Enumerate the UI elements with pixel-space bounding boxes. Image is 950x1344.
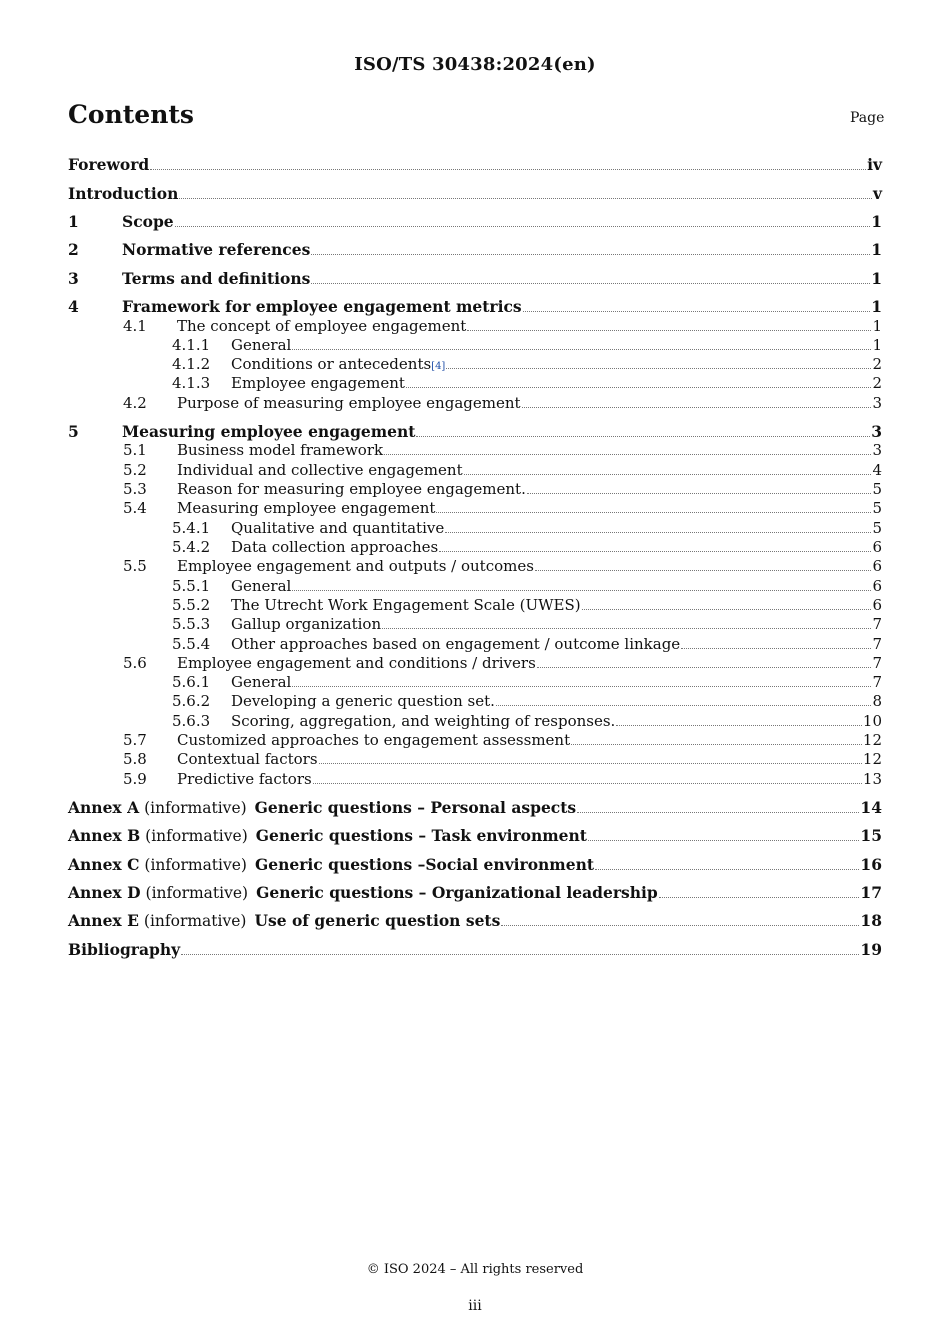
- toc-dot-leader: [313, 780, 862, 784]
- toc-entry-title: Reason for measuring employee engagement.: [177, 480, 526, 498]
- toc-entry-title: Introduction: [68, 184, 179, 203]
- toc-dot-leader: [311, 280, 870, 284]
- toc-dot-leader: [527, 490, 872, 494]
- toc-entry-title: Employee engagement: [231, 374, 405, 392]
- toc-entry-title: Normative references: [122, 240, 311, 259]
- toc-entry[interactable]: [68, 731, 882, 751]
- toc-entry[interactable]: [68, 480, 882, 500]
- toc-entry-title: Customized approaches to engagement assessment: [177, 731, 571, 749]
- toc-annex-label: Annex E: [68, 911, 139, 930]
- toc-entry-title: Gallup organization: [231, 615, 382, 633]
- toc-entry-page: 6: [872, 596, 882, 614]
- toc-entry-title: Purpose of measuring employee engagement: [177, 394, 521, 412]
- toc-entry-title: Individual and collective engagement: [177, 461, 463, 479]
- toc-entry-number: 4: [68, 297, 79, 316]
- toc-entry-page: 17: [860, 883, 882, 902]
- toc-entry-page: 7: [872, 635, 882, 653]
- toc-entry-page: 12: [862, 750, 882, 768]
- toc-dot-leader: [382, 625, 871, 629]
- toc-entry-page: 2: [872, 374, 882, 392]
- toc-entry[interactable]: [68, 712, 882, 732]
- toc-entry[interactable]: [68, 441, 882, 461]
- toc-annex-label: Annex B: [68, 826, 141, 845]
- toc-dot-leader: [464, 471, 872, 475]
- toc-entry[interactable]: [68, 461, 882, 481]
- toc-entry[interactable]: [68, 519, 882, 539]
- toc-entry-title: Bibliography: [68, 940, 181, 959]
- toc-entry-title: Employee engagement and outputs / outcomes: [177, 557, 534, 575]
- toc-entry-number: 5.6.1: [172, 673, 211, 691]
- toc-entry-page: 6: [872, 557, 882, 575]
- toc-entry-title: Scoring, aggregation, and weighting of responses.: [231, 712, 616, 730]
- toc-entry[interactable]: [68, 374, 882, 394]
- toc-entry[interactable]: [68, 240, 882, 260]
- toc-entry-number: 5.5.4: [172, 635, 211, 653]
- toc-entry-number: 4.1.3: [172, 374, 211, 392]
- toc-dot-leader: [311, 251, 870, 255]
- toc-entry[interactable]: [68, 635, 882, 655]
- toc-entry-page: 6: [872, 577, 882, 595]
- toc-entry[interactable]: [68, 297, 882, 317]
- toc-entry-title: Employee engagement and conditions / drivers: [177, 654, 536, 672]
- toc-entry[interactable]: [68, 557, 882, 577]
- toc-entry-title: Business model framework: [177, 441, 384, 459]
- toc-entry-title: Contextual factors: [177, 750, 318, 768]
- toc-entry-title: General: [231, 336, 292, 354]
- toc-entry[interactable]: [68, 394, 882, 414]
- toc-dot-leader: [588, 837, 859, 841]
- toc-dot-leader: [616, 722, 862, 726]
- toc-entry-title: Framework for employee engagement metrics: [122, 297, 522, 316]
- toc-entry-number: 5.5: [123, 557, 147, 575]
- toc-entry-number: 5.4.1: [172, 519, 211, 537]
- toc-entry-title: Generic questions –Social environment: [254, 855, 595, 874]
- citation-ref-link[interactable]: [431, 361, 445, 372]
- toc-entry-page: 2: [872, 355, 882, 373]
- toc-entry-number: 3: [68, 269, 79, 288]
- toc-entry-number: 5.5.3: [172, 615, 211, 633]
- toc-entry-title: Generic questions – Organizational leadership: [256, 883, 658, 902]
- toc-entry-page: 7: [872, 615, 882, 633]
- toc-dot-leader: [175, 223, 871, 227]
- toc-dot-leader: [659, 894, 860, 898]
- toc-entry[interactable]: [68, 855, 882, 875]
- toc-entry-number: 5.5.2: [172, 596, 211, 614]
- document-id-header: ISO/TS 30438:2024(en): [354, 54, 596, 75]
- toc-dot-leader: [446, 365, 871, 369]
- toc-entry-title: Other approaches based on engagement / outcome linkage: [231, 635, 681, 653]
- toc-entry-page: 1: [871, 212, 882, 231]
- toc-dot-leader: [681, 645, 871, 649]
- toc-entry[interactable]: [68, 883, 882, 903]
- toc-dot-leader: [292, 346, 871, 350]
- toc-dot-leader: [535, 567, 872, 571]
- toc-entry-page: 19: [860, 940, 882, 959]
- toc-dot-leader: [595, 866, 859, 870]
- toc-entry[interactable]: [68, 911, 882, 931]
- toc-dot-leader: [537, 664, 872, 668]
- toc-entry[interactable]: [68, 538, 882, 558]
- toc-entry[interactable]: [68, 615, 882, 635]
- toc-dot-leader: [406, 384, 872, 388]
- toc-entry-title: Generic questions – Task environment: [255, 826, 587, 845]
- toc-entry-title: Qualitative and quantitative: [231, 519, 445, 537]
- toc-entry-page: v: [872, 184, 882, 203]
- toc-entry-number: 5.5.1: [172, 577, 211, 595]
- toc-entry-page: 3: [872, 441, 882, 459]
- toc-entry-number: 5: [68, 422, 79, 441]
- toc-entry[interactable]: [68, 750, 882, 770]
- toc-dot-leader: [436, 509, 871, 513]
- citation-ref-text: [4]: [431, 361, 446, 372]
- toc-dot-leader: [292, 683, 871, 687]
- toc-dot-leader: [496, 702, 872, 706]
- toc-entry-title: General: [231, 577, 292, 595]
- toc-entry-page: iv: [867, 155, 882, 174]
- toc-entry[interactable]: [68, 826, 882, 846]
- toc-dot-leader: [577, 809, 859, 813]
- toc-annex-label: Annex D: [68, 883, 141, 902]
- toc-annex-note: (informative): [145, 884, 249, 902]
- toc-dot-leader: [571, 741, 862, 745]
- toc-entry-page: 13: [862, 770, 882, 788]
- toc-entry-number: 5.6: [123, 654, 147, 672]
- toc-entry-page: 6: [872, 538, 882, 556]
- toc-entry-page: 18: [860, 911, 882, 930]
- toc-entry-page: 1: [872, 336, 882, 354]
- toc-entry-page: 1: [871, 297, 882, 316]
- toc-entry-page: 5: [872, 519, 882, 537]
- page-column-label: Page: [850, 110, 885, 126]
- toc-dot-leader: [522, 404, 872, 408]
- toc-entry[interactable]: [68, 155, 882, 175]
- toc-entry[interactable]: [68, 577, 882, 597]
- toc-entry-title: The concept of employee engagement: [177, 317, 467, 335]
- toc-dot-leader: [439, 548, 871, 552]
- toc-annex-label: Annex A: [68, 798, 140, 817]
- toc-dot-leader: [384, 451, 871, 455]
- toc-entry[interactable]: [68, 798, 882, 818]
- toc-entry-title: General: [231, 673, 292, 691]
- toc-entry-title: Data collection approaches: [231, 538, 439, 556]
- toc-dot-leader: [501, 922, 859, 926]
- toc-entry[interactable]: [68, 212, 882, 232]
- toc-entry-title: Developing a generic question set.: [231, 692, 495, 710]
- toc-entry-page: 4: [872, 461, 882, 479]
- toc-entry-number: 4.1.1: [172, 336, 211, 354]
- toc-entry-page: 1: [872, 317, 882, 335]
- toc-entry[interactable]: [68, 184, 882, 204]
- toc-entry-title: Terms and definitions: [122, 269, 311, 288]
- toc-entry[interactable]: [68, 317, 882, 337]
- toc-entry-page: 14: [860, 798, 882, 817]
- toc-entry-page: 8: [872, 692, 882, 710]
- toc-dot-leader: [181, 951, 859, 955]
- toc-entry-title: The Utrecht Work Engagement Scale (UWES): [231, 596, 581, 614]
- toc-entry[interactable]: [68, 269, 882, 289]
- toc-entry-title: Measuring employee engagement: [177, 499, 436, 517]
- toc-entry-page: 3: [872, 394, 882, 412]
- toc-entry[interactable]: [68, 654, 882, 674]
- toc-entry-title: Foreword: [68, 155, 150, 174]
- toc-entry-title: Use of generic question sets: [254, 911, 501, 930]
- toc-entry-title: Scope: [122, 212, 174, 231]
- toc-dot-leader: [319, 760, 862, 764]
- toc-entry-number: 2: [68, 240, 79, 259]
- toc-annex-note: (informative): [144, 799, 247, 817]
- toc-entry[interactable]: [68, 673, 882, 693]
- toc-entry-number: 5.3: [123, 480, 147, 498]
- toc-entry[interactable]: [68, 692, 882, 712]
- toc-entry-title: Generic questions – Personal aspects: [254, 798, 577, 817]
- toc-entry-page: 10: [862, 712, 882, 730]
- toc-entry-page: 3: [871, 422, 882, 441]
- toc-dot-leader: [292, 587, 871, 591]
- toc-entry[interactable]: [68, 336, 882, 356]
- toc-entry-page: 12: [862, 731, 882, 749]
- toc-entry[interactable]: [68, 422, 882, 442]
- toc-dot-leader: [445, 529, 871, 533]
- toc-entry-title: Predictive factors: [177, 770, 312, 788]
- toc-annex-note: (informative): [145, 827, 248, 845]
- toc-entry-page: 16: [860, 855, 882, 874]
- toc-dot-leader: [467, 327, 871, 331]
- toc-entry-page: 7: [872, 654, 882, 672]
- toc-entry[interactable]: [68, 499, 882, 519]
- toc-entry-number: 5.6.2: [172, 692, 211, 710]
- toc-entry-page: 15: [860, 826, 882, 845]
- page-number: iii: [468, 1298, 482, 1314]
- toc-dot-leader: [582, 606, 872, 610]
- toc-entry-number: 4.1: [123, 317, 147, 335]
- toc-entry-number: 5.2: [123, 461, 147, 479]
- copyright-notice: © ISO 2024 – All rights reserved: [366, 1262, 584, 1277]
- toc-dot-leader: [179, 195, 872, 199]
- toc-entry-title: Conditions or antecedents: [231, 355, 432, 373]
- toc-entry-number: 4.1.2: [172, 355, 211, 373]
- toc-entry[interactable]: [68, 355, 882, 375]
- toc-annex-label: Annex C: [68, 855, 140, 874]
- toc-dot-leader: [416, 433, 870, 437]
- toc-annex-note: (informative): [143, 912, 247, 930]
- toc-dot-leader: [523, 308, 871, 312]
- toc-annex-note: (informative): [144, 856, 247, 874]
- toc-entry-number: 5.1: [123, 441, 147, 459]
- toc-entry-number: 5.9: [123, 770, 147, 788]
- toc-entry-page: 7: [872, 673, 882, 691]
- toc-entry[interactable]: [68, 770, 882, 790]
- toc-entry-number: 5.4.2: [172, 538, 211, 556]
- toc-entry-page: 1: [871, 269, 882, 288]
- contents-heading: Contents: [68, 100, 195, 129]
- toc-entry-page: 1: [871, 240, 882, 259]
- toc-entry-title: Measuring employee engagement: [122, 422, 416, 441]
- toc-entry[interactable]: [68, 940, 882, 960]
- toc-entry-page: 5: [872, 499, 882, 517]
- toc-entry-number: 5.4: [123, 499, 147, 517]
- toc-entry-number: 5.7: [123, 731, 147, 749]
- toc-entry-page: 5: [872, 480, 882, 498]
- toc-entry[interactable]: [68, 596, 882, 616]
- toc-entry-number: 5.6.3: [172, 712, 211, 730]
- toc-entry-number: 4.2: [123, 394, 147, 412]
- toc-entry-number: 5.8: [123, 750, 147, 768]
- toc-entry-number: 1: [68, 212, 79, 231]
- toc-dot-leader: [150, 166, 866, 170]
